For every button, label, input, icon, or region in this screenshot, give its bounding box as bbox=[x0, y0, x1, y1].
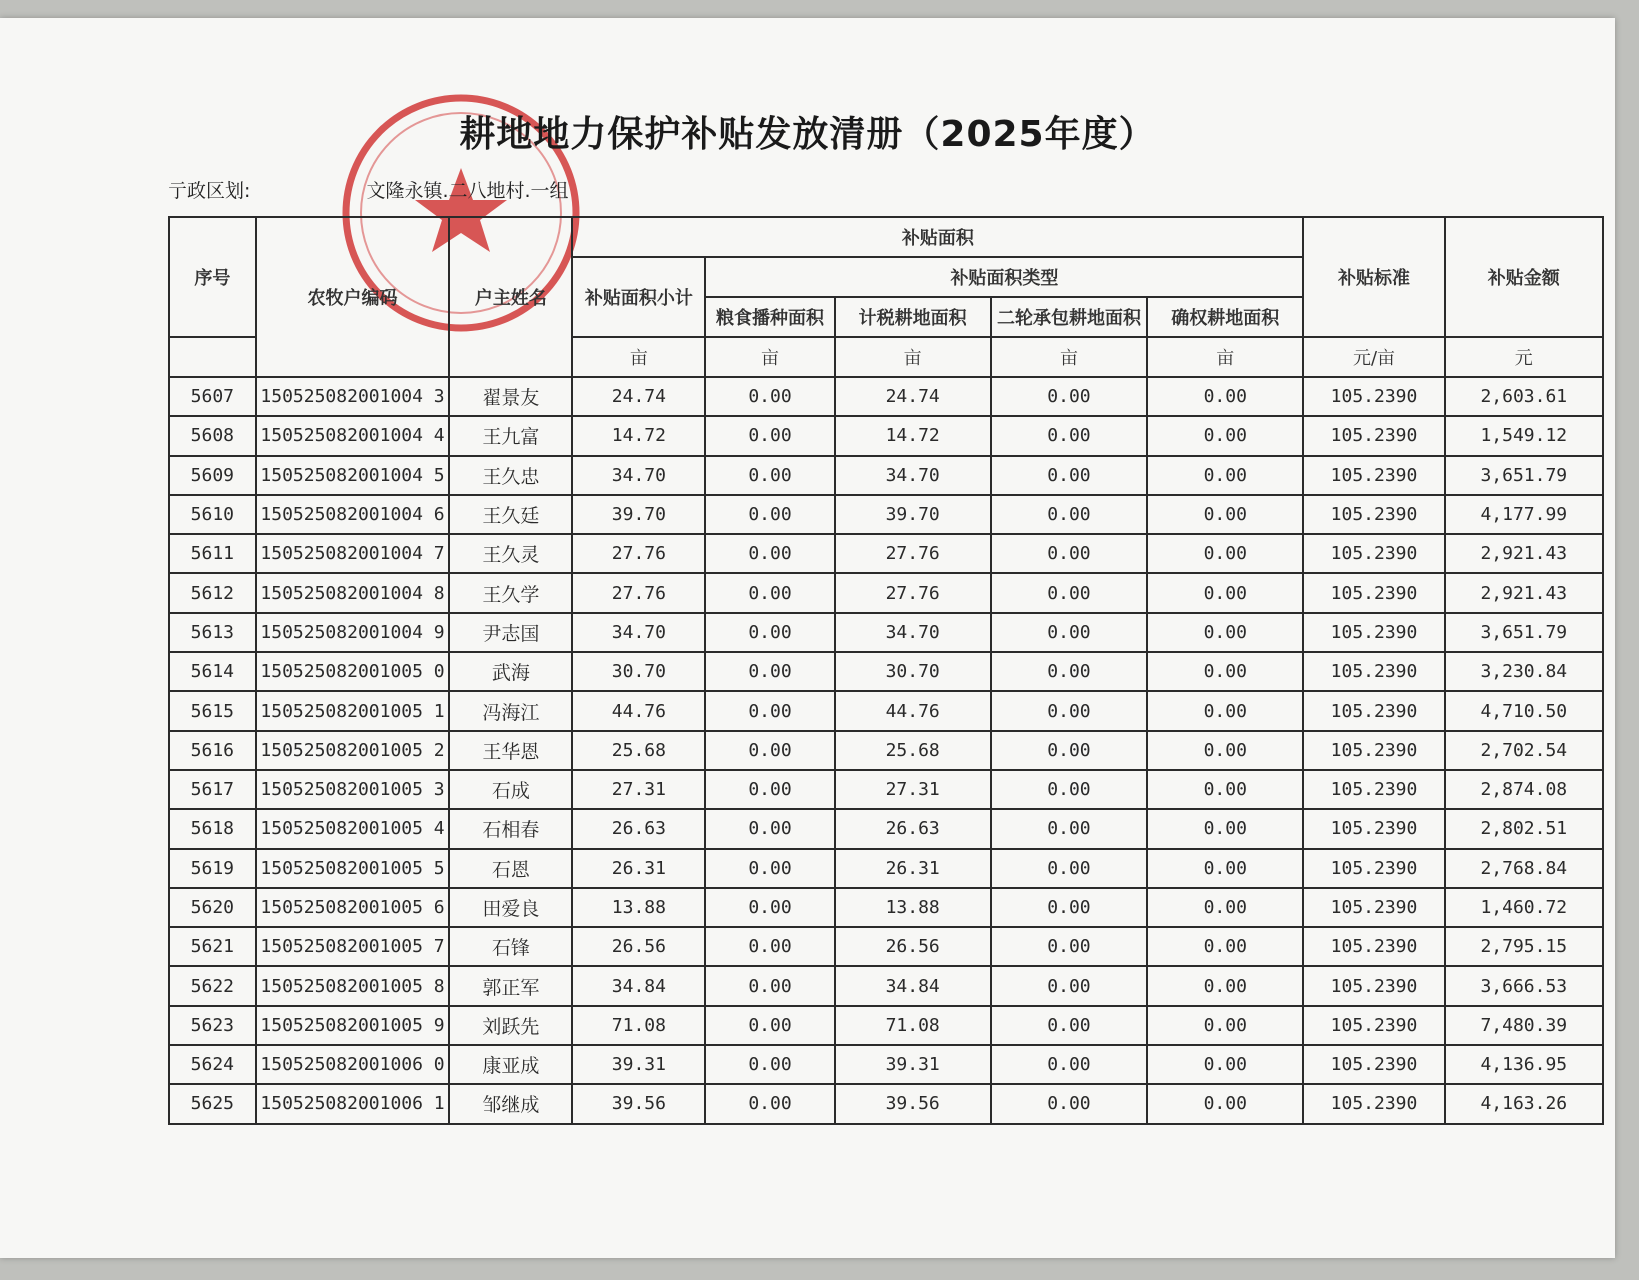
cell-standard: 105.2390 bbox=[1303, 652, 1444, 691]
cell-subtotal: 34.84 bbox=[572, 966, 705, 1005]
cell-subtotal: 26.31 bbox=[572, 849, 705, 888]
table-row bbox=[169, 731, 1603, 770]
cell-amount: 3,651.79 bbox=[1445, 456, 1603, 495]
cell-grain: 0.00 bbox=[705, 416, 834, 455]
cell-second-round: 0.00 bbox=[991, 377, 1147, 416]
cell-taxed: 13.88 bbox=[835, 888, 991, 927]
cell-taxed: 27.76 bbox=[835, 534, 991, 573]
cell-code: 150525082001005 7 bbox=[256, 927, 450, 966]
cell-standard: 105.2390 bbox=[1303, 849, 1444, 888]
table-row bbox=[169, 691, 1603, 730]
cell-standard: 105.2390 bbox=[1303, 927, 1444, 966]
cell-grain: 0.00 bbox=[705, 1084, 834, 1123]
cell-confirmed: 0.00 bbox=[1147, 573, 1303, 612]
cell-confirmed: 0.00 bbox=[1147, 966, 1303, 1005]
cell-code: 150525082001004 3 bbox=[256, 377, 450, 416]
cell-confirmed: 0.00 bbox=[1147, 888, 1303, 927]
cell-code: 150525082001006 0 bbox=[256, 1045, 450, 1084]
administrative-region bbox=[168, 176, 569, 203]
cell-amount: 2,702.54 bbox=[1445, 731, 1603, 770]
cell-taxed: 39.31 bbox=[835, 1045, 991, 1084]
cell-name: 王久学 bbox=[449, 573, 572, 612]
cell-amount: 2,603.61 bbox=[1445, 377, 1603, 416]
cell-taxed: 44.76 bbox=[835, 691, 991, 730]
cell-code: 150525082001006 1 bbox=[256, 1084, 450, 1123]
cell-second-round: 0.00 bbox=[991, 1084, 1147, 1123]
cell-taxed: 39.56 bbox=[835, 1084, 991, 1123]
cell-name: 王久忠 bbox=[449, 456, 572, 495]
table-row bbox=[169, 534, 1603, 573]
cell-grain: 0.00 bbox=[705, 849, 834, 888]
cell-confirmed: 0.00 bbox=[1147, 456, 1303, 495]
cell-subtotal: 26.63 bbox=[572, 809, 705, 848]
cell-name: 石成 bbox=[449, 770, 572, 809]
cell-index: 5616 bbox=[169, 731, 256, 770]
cell-confirmed: 0.00 bbox=[1147, 652, 1303, 691]
cell-code: 150525082001004 9 bbox=[256, 613, 450, 652]
cell-second-round: 0.00 bbox=[991, 691, 1147, 730]
cell-code: 150525082001005 2 bbox=[256, 731, 450, 770]
cell-index: 5607 bbox=[169, 377, 256, 416]
cell-standard: 105.2390 bbox=[1303, 966, 1444, 1005]
cell-second-round: 0.00 bbox=[991, 927, 1147, 966]
header-second-round: 二轮承包耕地面积 bbox=[991, 297, 1147, 337]
cell-second-round: 0.00 bbox=[991, 731, 1147, 770]
header-standard: 补贴标准 bbox=[1303, 217, 1444, 337]
table-row bbox=[169, 770, 1603, 809]
cell-confirmed: 0.00 bbox=[1147, 1084, 1303, 1123]
cell-standard: 105.2390 bbox=[1303, 534, 1444, 573]
cell-code: 150525082001005 3 bbox=[256, 770, 450, 809]
cell-second-round: 0.00 bbox=[991, 770, 1147, 809]
table-row bbox=[169, 573, 1603, 612]
table-row bbox=[169, 888, 1603, 927]
cell-confirmed: 0.00 bbox=[1147, 377, 1303, 416]
cell-amount: 2,802.51 bbox=[1445, 809, 1603, 848]
cell-index: 5611 bbox=[169, 534, 256, 573]
cell-subtotal: 24.74 bbox=[572, 377, 705, 416]
cell-index: 5623 bbox=[169, 1006, 256, 1045]
cell-index: 5608 bbox=[169, 416, 256, 455]
header-area-group: 补贴面积 bbox=[572, 217, 1303, 257]
cell-second-round: 0.00 bbox=[991, 1045, 1147, 1084]
header-code: 农牧户编码 bbox=[256, 217, 450, 377]
header-grain: 粮食播种面积 bbox=[705, 297, 834, 337]
cell-amount: 2,768.84 bbox=[1445, 849, 1603, 888]
cell-confirmed: 0.00 bbox=[1147, 495, 1303, 534]
unit-index-blank bbox=[169, 337, 256, 377]
cell-subtotal: 44.76 bbox=[572, 691, 705, 730]
cell-code: 150525082001004 5 bbox=[256, 456, 450, 495]
cell-confirmed: 0.00 bbox=[1147, 809, 1303, 848]
cell-grain: 0.00 bbox=[705, 691, 834, 730]
table-row bbox=[169, 809, 1603, 848]
cell-taxed: 26.31 bbox=[835, 849, 991, 888]
header-confirmed: 确权耕地面积 bbox=[1147, 297, 1303, 337]
cell-name: 康亚成 bbox=[449, 1045, 572, 1084]
cell-second-round: 0.00 bbox=[991, 573, 1147, 612]
cell-taxed: 34.84 bbox=[835, 966, 991, 1005]
cell-name: 武海 bbox=[449, 652, 572, 691]
header-taxed: 计税耕地面积 bbox=[835, 297, 991, 337]
cell-name: 翟景友 bbox=[449, 377, 572, 416]
cell-confirmed: 0.00 bbox=[1147, 613, 1303, 652]
cell-name: 石相春 bbox=[449, 809, 572, 848]
cell-index: 5617 bbox=[169, 770, 256, 809]
cell-name: 王久灵 bbox=[449, 534, 572, 573]
cell-index: 5624 bbox=[169, 1045, 256, 1084]
cell-code: 150525082001005 8 bbox=[256, 966, 450, 1005]
cell-subtotal: 27.31 bbox=[572, 770, 705, 809]
cell-amount: 1,460.72 bbox=[1445, 888, 1603, 927]
cell-second-round: 0.00 bbox=[991, 613, 1147, 652]
cell-second-round: 0.00 bbox=[991, 416, 1147, 455]
header-amount: 补贴金额 bbox=[1445, 217, 1603, 337]
cell-standard: 105.2390 bbox=[1303, 495, 1444, 534]
cell-grain: 0.00 bbox=[705, 888, 834, 927]
cell-code: 150525082001005 6 bbox=[256, 888, 450, 927]
cell-name: 王华恩 bbox=[449, 731, 572, 770]
cell-index: 5615 bbox=[169, 691, 256, 730]
cell-second-round: 0.00 bbox=[991, 495, 1147, 534]
cell-name: 石恩 bbox=[449, 849, 572, 888]
cell-name: 王九富 bbox=[449, 416, 572, 455]
cell-amount: 4,136.95 bbox=[1445, 1045, 1603, 1084]
cell-amount: 3,651.79 bbox=[1445, 613, 1603, 652]
table-row bbox=[169, 495, 1603, 534]
header-index: 序号 bbox=[169, 217, 256, 337]
cell-amount: 2,874.08 bbox=[1445, 770, 1603, 809]
cell-confirmed: 0.00 bbox=[1147, 849, 1303, 888]
cell-standard: 105.2390 bbox=[1303, 691, 1444, 730]
cell-taxed: 26.56 bbox=[835, 927, 991, 966]
cell-standard: 105.2390 bbox=[1303, 770, 1444, 809]
cell-code: 150525082001005 4 bbox=[256, 809, 450, 848]
cell-subtotal: 25.68 bbox=[572, 731, 705, 770]
cell-subtotal: 39.70 bbox=[572, 495, 705, 534]
unit-second-round: 亩 bbox=[991, 337, 1147, 377]
cell-subtotal: 14.72 bbox=[572, 416, 705, 455]
table-row bbox=[169, 652, 1603, 691]
cell-code: 150525082001005 1 bbox=[256, 691, 450, 730]
cell-standard: 105.2390 bbox=[1303, 613, 1444, 652]
table-row bbox=[169, 927, 1603, 966]
cell-standard: 105.2390 bbox=[1303, 1006, 1444, 1045]
table-row bbox=[169, 1045, 1603, 1084]
table-row bbox=[169, 613, 1603, 652]
table-row bbox=[169, 377, 1603, 416]
cell-name: 尹志国 bbox=[449, 613, 572, 652]
cell-grain: 0.00 bbox=[705, 1045, 834, 1084]
cell-taxed: 30.70 bbox=[835, 652, 991, 691]
table-row bbox=[169, 1084, 1603, 1123]
cell-confirmed: 0.00 bbox=[1147, 1045, 1303, 1084]
cell-index: 5609 bbox=[169, 456, 256, 495]
table-body bbox=[169, 377, 1603, 1124]
cell-index: 5625 bbox=[169, 1084, 256, 1123]
cell-second-round: 0.00 bbox=[991, 652, 1147, 691]
cell-subtotal: 26.56 bbox=[572, 927, 705, 966]
cell-confirmed: 0.00 bbox=[1147, 1006, 1303, 1045]
cell-confirmed: 0.00 bbox=[1147, 731, 1303, 770]
cell-subtotal: 34.70 bbox=[572, 456, 705, 495]
cell-name: 石锋 bbox=[449, 927, 572, 966]
cell-taxed: 27.76 bbox=[835, 573, 991, 612]
header-area-subtotal: 补贴面积小计 bbox=[572, 257, 705, 337]
cell-grain: 0.00 bbox=[705, 573, 834, 612]
cell-taxed: 24.74 bbox=[835, 377, 991, 416]
table-row bbox=[169, 849, 1603, 888]
cell-index: 5619 bbox=[169, 849, 256, 888]
document-page bbox=[0, 18, 1615, 1258]
cell-name: 田爱良 bbox=[449, 888, 572, 927]
cell-grain: 0.00 bbox=[705, 456, 834, 495]
cell-subtotal: 27.76 bbox=[572, 573, 705, 612]
cell-subtotal: 27.76 bbox=[572, 534, 705, 573]
cell-standard: 105.2390 bbox=[1303, 1084, 1444, 1123]
cell-confirmed: 0.00 bbox=[1147, 534, 1303, 573]
cell-index: 5621 bbox=[169, 927, 256, 966]
cell-confirmed: 0.00 bbox=[1147, 691, 1303, 730]
cell-taxed: 39.70 bbox=[835, 495, 991, 534]
cell-second-round: 0.00 bbox=[991, 966, 1147, 1005]
cell-code: 150525082001004 4 bbox=[256, 416, 450, 455]
cell-taxed: 34.70 bbox=[835, 613, 991, 652]
cell-confirmed: 0.00 bbox=[1147, 927, 1303, 966]
table-row bbox=[169, 966, 1603, 1005]
cell-name: 邹继成 bbox=[449, 1084, 572, 1123]
cell-amount: 4,710.50 bbox=[1445, 691, 1603, 730]
cell-second-round: 0.00 bbox=[991, 888, 1147, 927]
cell-taxed: 26.63 bbox=[835, 809, 991, 848]
cell-code: 150525082001004 7 bbox=[256, 534, 450, 573]
cell-index: 5622 bbox=[169, 966, 256, 1005]
cell-grain: 0.00 bbox=[705, 495, 834, 534]
cell-standard: 105.2390 bbox=[1303, 573, 1444, 612]
cell-subtotal: 34.70 bbox=[572, 613, 705, 652]
unit-subtotal: 亩 bbox=[572, 337, 705, 377]
cell-standard: 105.2390 bbox=[1303, 456, 1444, 495]
cell-name: 冯海江 bbox=[449, 691, 572, 730]
cell-name: 郭正军 bbox=[449, 966, 572, 1005]
cell-index: 5612 bbox=[169, 573, 256, 612]
cell-index: 5614 bbox=[169, 652, 256, 691]
unit-amount: 元 bbox=[1445, 337, 1603, 377]
table-row bbox=[169, 1006, 1603, 1045]
cell-code: 150525082001005 9 bbox=[256, 1006, 450, 1045]
cell-amount: 3,230.84 bbox=[1445, 652, 1603, 691]
cell-standard: 105.2390 bbox=[1303, 1045, 1444, 1084]
cell-second-round: 0.00 bbox=[991, 849, 1147, 888]
subsidy-table bbox=[168, 216, 1604, 1125]
table-row bbox=[169, 416, 1603, 455]
cell-subtotal: 39.56 bbox=[572, 1084, 705, 1123]
cell-taxed: 14.72 bbox=[835, 416, 991, 455]
cell-taxed: 27.31 bbox=[835, 770, 991, 809]
cell-second-round: 0.00 bbox=[991, 456, 1147, 495]
header-name: 户主姓名 bbox=[449, 217, 572, 377]
cell-amount: 3,666.53 bbox=[1445, 966, 1603, 1005]
cell-grain: 0.00 bbox=[705, 377, 834, 416]
cell-amount: 2,921.43 bbox=[1445, 534, 1603, 573]
cell-confirmed: 0.00 bbox=[1147, 770, 1303, 809]
cell-subtotal: 13.88 bbox=[572, 888, 705, 927]
unit-standard: 元/亩 bbox=[1303, 337, 1444, 377]
cell-index: 5610 bbox=[169, 495, 256, 534]
header-area-type-group: 补贴面积类型 bbox=[705, 257, 1303, 297]
cell-standard: 105.2390 bbox=[1303, 416, 1444, 455]
cell-second-round: 0.00 bbox=[991, 1006, 1147, 1045]
cell-code: 150525082001004 8 bbox=[256, 573, 450, 612]
cell-second-round: 0.00 bbox=[991, 809, 1147, 848]
cell-grain: 0.00 bbox=[705, 966, 834, 1005]
cell-subtotal: 39.31 bbox=[572, 1045, 705, 1084]
cell-amount: 4,177.99 bbox=[1445, 495, 1603, 534]
cell-subtotal: 30.70 bbox=[572, 652, 705, 691]
cell-amount: 1,549.12 bbox=[1445, 416, 1603, 455]
region-value: 文隆永镇.二八地村.一组 bbox=[366, 180, 569, 202]
cell-grain: 0.00 bbox=[705, 534, 834, 573]
cell-standard: 105.2390 bbox=[1303, 809, 1444, 848]
cell-index: 5618 bbox=[169, 809, 256, 848]
cell-name: 王久廷 bbox=[449, 495, 572, 534]
cell-amount: 2,795.15 bbox=[1445, 927, 1603, 966]
cell-second-round: 0.00 bbox=[991, 534, 1147, 573]
cell-taxed: 71.08 bbox=[835, 1006, 991, 1045]
unit-grain: 亩 bbox=[705, 337, 834, 377]
cell-grain: 0.00 bbox=[705, 927, 834, 966]
cell-amount: 2,921.43 bbox=[1445, 573, 1603, 612]
cell-amount: 4,163.26 bbox=[1445, 1084, 1603, 1123]
cell-subtotal: 71.08 bbox=[572, 1006, 705, 1045]
cell-taxed: 34.70 bbox=[835, 456, 991, 495]
cell-grain: 0.00 bbox=[705, 770, 834, 809]
cell-standard: 105.2390 bbox=[1303, 377, 1444, 416]
cell-index: 5613 bbox=[169, 613, 256, 652]
document-title: 耕地地力保护补贴发放清册（2025年度） bbox=[459, 114, 1156, 155]
table-row bbox=[169, 456, 1603, 495]
cell-code: 150525082001005 5 bbox=[256, 849, 450, 888]
cell-grain: 0.00 bbox=[705, 652, 834, 691]
cell-confirmed: 0.00 bbox=[1147, 416, 1303, 455]
cell-grain: 0.00 bbox=[705, 1006, 834, 1045]
cell-taxed: 25.68 bbox=[835, 731, 991, 770]
cell-name: 刘跃先 bbox=[449, 1006, 572, 1045]
unit-confirmed: 亩 bbox=[1147, 337, 1303, 377]
cell-code: 150525082001004 6 bbox=[256, 495, 450, 534]
cell-code: 150525082001005 0 bbox=[256, 652, 450, 691]
cell-grain: 0.00 bbox=[705, 613, 834, 652]
cell-standard: 105.2390 bbox=[1303, 888, 1444, 927]
cell-grain: 0.00 bbox=[705, 809, 834, 848]
unit-taxed: 亩 bbox=[835, 337, 991, 377]
cell-grain: 0.00 bbox=[705, 731, 834, 770]
cell-index: 5620 bbox=[169, 888, 256, 927]
region-label: 亍政区划: bbox=[168, 180, 251, 202]
cell-standard: 105.2390 bbox=[1303, 731, 1444, 770]
cell-amount: 7,480.39 bbox=[1445, 1006, 1603, 1045]
